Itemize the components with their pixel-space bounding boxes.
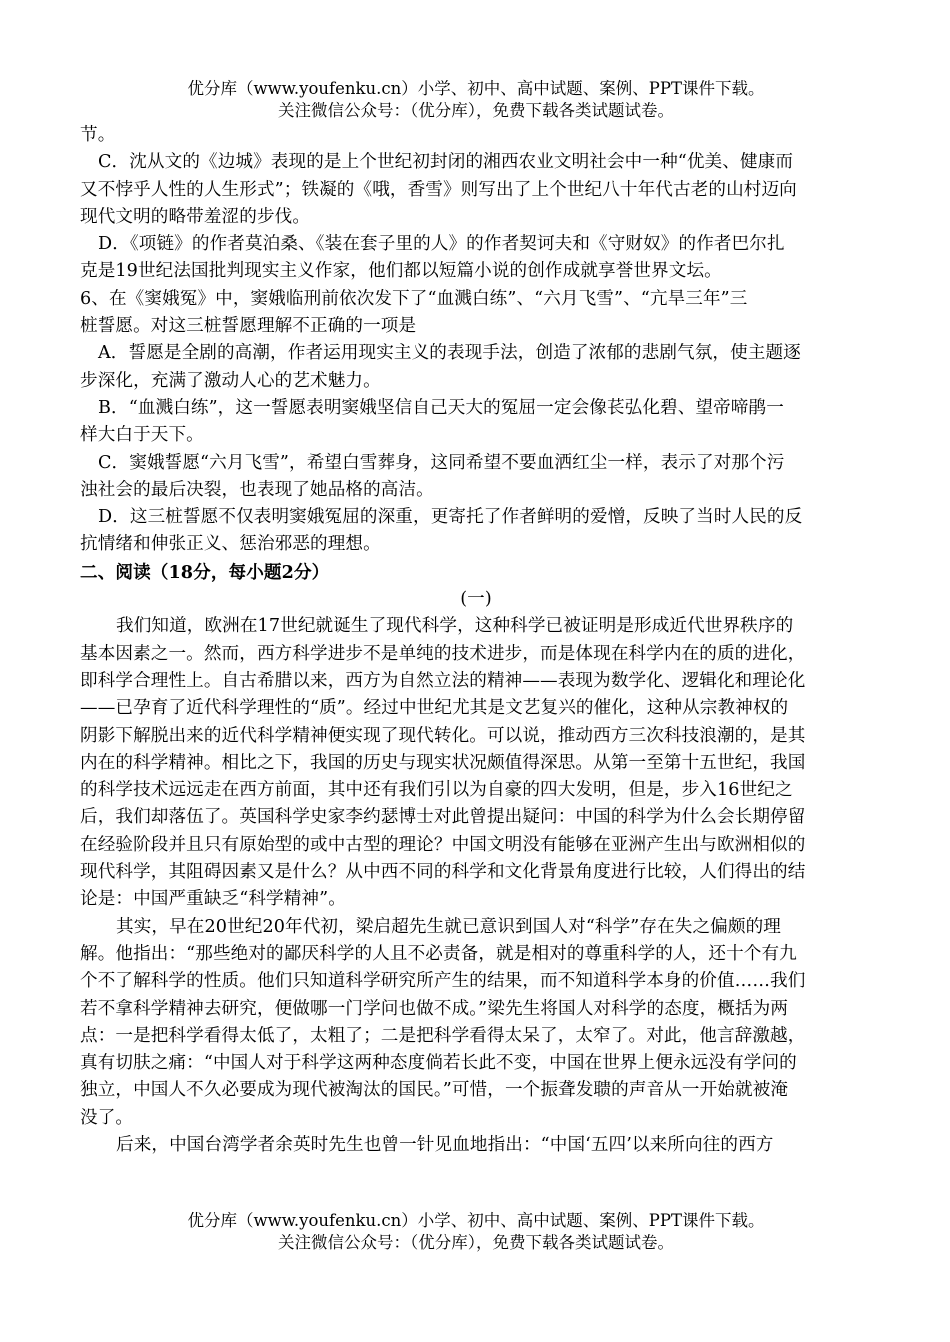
- text-line: 样大白于天下。: [80, 425, 204, 446]
- text-line: C．窦娥誓愿“六月飞雪”，希望白雪葬身，这同希望不要血洒红尘一样，表示了对那个污: [98, 452, 785, 473]
- text-line: 解。他指出：“那些绝对的鄙厌科学的人且不必责备，就是相对的尊重科学的人，还十个有九: [80, 943, 797, 964]
- text-line: 论是：中国严重缺乏“科学精神”。: [80, 889, 346, 910]
- footer-line-1: 优分库（www.youfenku.cn）小学、初中、高中试题、案例、PPT课件下载。: [187, 1211, 765, 1230]
- text-line: 抗情绪和伸张正义、惩治邪恶的理想。: [80, 534, 381, 555]
- text-line: D．这三桩誓愿不仅表明窦娥冤屈的深重，更寄托了作者鲜明的爱憎，反映了当时人民的反: [98, 507, 803, 528]
- text-line: 的科学技术远远走在西方前面，其中还有我们引以为自豪的四大发明，但是，步入16世纪之: [80, 780, 793, 801]
- text-line: 浊社会的最后决裂，也表现了她品格的高洁。: [80, 479, 434, 500]
- text-line: 又不悖乎人性的人生形式”；铁凝的《哦，香雪》则写出了上个世纪八十年代古老的山村迈向: [80, 179, 797, 200]
- document-body: [80, 122, 872, 1159]
- text-line: 没了。: [80, 1107, 134, 1128]
- text-line: 若不拿科学精神去研究，便做哪一门学问也做不成。”梁先生将国人对科学的态度，概括为两: [80, 998, 789, 1019]
- text-line: 独立，中国人不久必要成为现代被淘汰的国民。”可惜，一个振聋发聩的声音从一开始就被淹: [80, 1080, 789, 1101]
- text-line: 个不了解科学的性质。他们只知道科学研究所产生的结果，而不知道科学本身的价值……我们: [80, 971, 806, 992]
- text-line: 我们知道，欧洲在17世纪就诞生了现代科学，这种科学已被证明是形成近代世界秩序的: [116, 616, 794, 637]
- text-line: 二、阅读（18分，每小题2分）: [80, 561, 330, 583]
- text-line: 桩誓愿。对这三桩誓愿理解不正确的一项是: [80, 316, 417, 337]
- text-line: 现代科学，其阻碍因素又是什么？从中西不同的科学和文化背景角度进行比较，人们得出的结: [80, 862, 806, 883]
- header-line-1: 优分库（www.youfenku.cn）小学、初中、高中试题、案例、PPT课件下载。: [187, 79, 765, 98]
- text-line: 阴影下解脱出来的近代科学精神便实现了现代转化。可以说，推动西方三次科技浪潮的，是其: [80, 725, 806, 746]
- text-line: D．《项链》的作者莫泊桑、《装在套子里的人》的作者契诃夫和《守财奴》的作者巴尔扎: [98, 234, 785, 255]
- text-line: 基本因素之一。然而，西方科学进步不是单纯的技术进步，而是体现在科学内在的质的进化，: [80, 643, 806, 664]
- header-line-2: 关注微信公众号：（优分库），免费下载各类试题试卷。: [278, 101, 674, 120]
- footer-line-2: 关注微信公众号：（优分库），免费下载各类试题试卷。: [278, 1233, 674, 1252]
- text-line: C．沈从文的《边城》表现的是上个世纪初封闭的湘西农业文明社会中一种“优美、健康而: [98, 152, 794, 173]
- text-line: B．“血溅白练”，这一誓愿表明窦娥坚信自己天大的冤屈一定会像苌弘化碧、望帝啼鹃一: [98, 397, 784, 418]
- text-line: ——已孕育了近代科学理性的“质”。经过中世纪尤其是文艺复兴的催化，这种从宗教神权的: [80, 698, 789, 719]
- text-line: A．誓愿是全剧的高潮，作者运用现实主义的表现手法，创造了浓郁的悲剧气氛，使主题逐: [98, 343, 801, 364]
- page-footer: [80, 1210, 872, 1254]
- text-line: 后来，中国台湾学者余英时先生也曾一针见血地指出：“中国‘五四’以来所向往的西方: [116, 1134, 774, 1155]
- page-header: [80, 78, 872, 122]
- text-line: 克是19世纪法国批判现实主义作家，他们都以短篇小说的创作成就享誉世界文坛。: [80, 261, 722, 282]
- text-line: 内在的科学精神。相比之下，我国的历史与现实状况颇值得深思。从第一至第十五世纪，我国: [80, 752, 806, 773]
- document-page: [80, 0, 872, 1159]
- text-line: 步深化，充满了激动人心的艺术魅力。: [80, 370, 381, 391]
- text-line: 节。: [80, 125, 116, 145]
- text-line: 6、在《窦娥冤》中，窦娥临刑前依次发下了“血溅白练”、“六月飞雪”、“亢旱三年”三: [80, 288, 748, 309]
- text-line: 在经验阶段并且只有原始型的或中古型的理论？中国文明没有能够在亚洲产生出与欧洲相似的: [80, 834, 806, 855]
- text-line: 即科学合理性上。自古希腊以来，西方为自然立法的精神——表现为数学化、逻辑化和理论化: [80, 670, 806, 691]
- text-line: 后，我们却落伍了。英国科学史家李约瑟博士对此曾提出疑问：中国的科学为什么会长期停留: [80, 807, 806, 828]
- text-line: 现代文明的略带羞涩的步伐。: [80, 206, 311, 227]
- text-line: (一): [460, 589, 492, 610]
- text-line: 其实，早在20世纪20年代初，梁启超先生就已意识到国人对“科学”存在失之偏颇的理: [116, 916, 781, 937]
- text-line: 真有切肤之痛：“中国人对于科学这两种态度倘若长此不变，中国在世界上便永远没有学问的: [80, 1053, 797, 1074]
- text-line: 点：一是把科学看得太低了，太粗了；二是把科学看得太呆了，太窄了。对此，他言辞激越，: [80, 1025, 806, 1046]
